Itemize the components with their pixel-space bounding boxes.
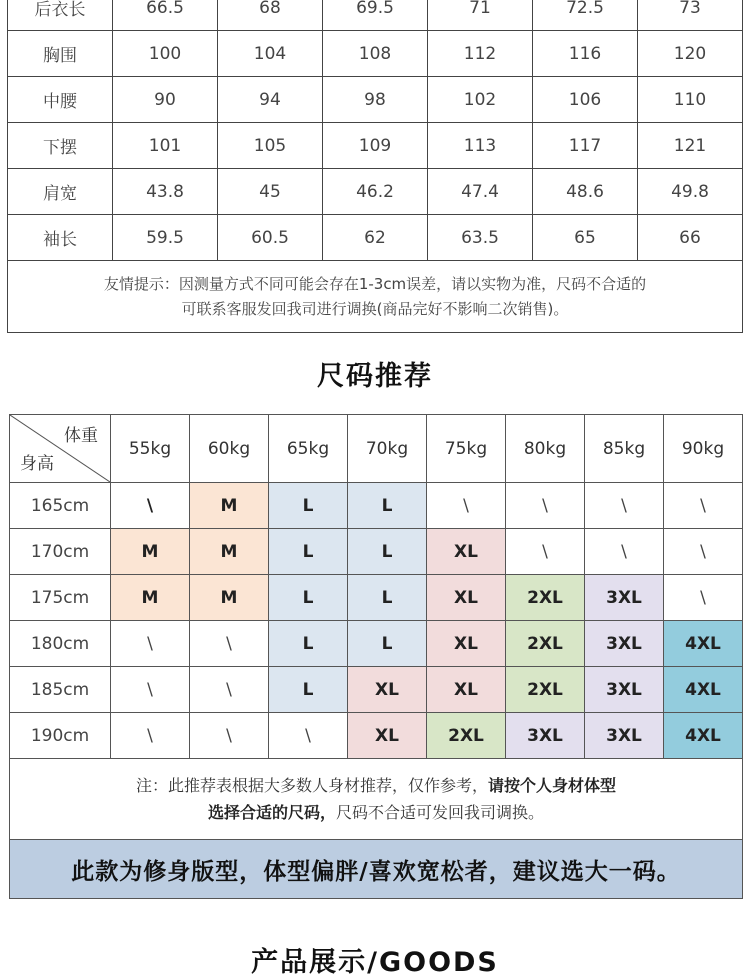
height-label: 180cm: [10, 621, 111, 667]
size-cell: \: [190, 621, 269, 667]
size-cell: \: [111, 667, 190, 713]
measurement-cell: 106: [533, 77, 638, 123]
measurement-cell: 101: [113, 123, 218, 169]
measurement-row-label: 下摆: [8, 123, 113, 169]
size-cell: L: [269, 667, 348, 713]
measurement-cell: 104: [218, 31, 323, 77]
measurement-cell: 117: [533, 123, 638, 169]
measurement-row-label: 袖长: [8, 215, 113, 261]
size-recommend-title: 尺码推荐: [317, 361, 433, 392]
measurement-cell: 59.5: [113, 215, 218, 261]
size-cell: \: [427, 483, 506, 529]
size-cell: L: [348, 621, 427, 667]
measurement-cell: 46.2: [323, 169, 428, 215]
measurement-cell: 94: [218, 77, 323, 123]
height-row: [10, 621, 743, 667]
size-cell: \: [269, 713, 348, 759]
size-cell: XL: [348, 713, 427, 759]
measurement-cell: 112: [428, 31, 533, 77]
measurement-cell: 72.5: [533, 0, 638, 31]
weight-header-cell: 65kg: [269, 415, 348, 483]
size-cell: M: [190, 575, 269, 621]
measurement-note-row: [8, 261, 743, 333]
measurement-cell: 63.5: [428, 215, 533, 261]
measurement-cell: 65: [533, 215, 638, 261]
height-row: [10, 713, 743, 759]
size-cell: 4XL: [664, 621, 743, 667]
recommend-note: [10, 759, 743, 840]
height-label: 165cm: [10, 483, 111, 529]
measurement-note-line2: 可联系客服发回我司进行调换(商品完好不影响二次销售)。: [181, 299, 569, 318]
size-cell: XL: [427, 667, 506, 713]
measurement-cell: 120: [638, 31, 743, 77]
measurement-cell: 68: [218, 0, 323, 31]
measurement-cell: 102: [428, 77, 533, 123]
measurement-note-line1: 友情提示：因测量方式不同可能会存在1-3cm误差，请以实物为准，尺码不合适的: [103, 274, 647, 293]
weight-header-cell: 85kg: [585, 415, 664, 483]
size-cell: L: [269, 621, 348, 667]
size-cell: \: [190, 667, 269, 713]
size-cell: \: [585, 529, 664, 575]
measurement-cell: 66.5: [113, 0, 218, 31]
measurement-cell: 71: [428, 0, 533, 31]
measurement-row: [8, 0, 743, 31]
height-label: 170cm: [10, 529, 111, 575]
measurement-row-label: 中腰: [8, 77, 113, 123]
measurement-cell: 110: [638, 77, 743, 123]
size-cell: 2XL: [427, 713, 506, 759]
size-cell: M: [111, 575, 190, 621]
size-cell: \: [111, 483, 190, 529]
recommend-note-bold2: 选择合适的尺码，: [207, 803, 336, 822]
height-row: [10, 483, 743, 529]
measurement-note: [8, 261, 743, 333]
measurement-row-label: 胸围: [8, 31, 113, 77]
size-cell: M: [190, 483, 269, 529]
size-cell: 3XL: [506, 713, 585, 759]
measurement-table: [7, 0, 743, 333]
height-row: [10, 575, 743, 621]
size-cell: \: [111, 621, 190, 667]
size-cell: 3XL: [585, 667, 664, 713]
measurement-cell: 121: [638, 123, 743, 169]
measurement-cell: 90: [113, 77, 218, 123]
goods-section-title: 产品展示/GOODS: [251, 947, 499, 978]
size-cell: L: [348, 575, 427, 621]
size-cell: \: [664, 529, 743, 575]
measurement-row: [8, 215, 743, 261]
measurement-row: [8, 31, 743, 77]
size-cell: L: [269, 529, 348, 575]
measurement-cell: 47.4: [428, 169, 533, 215]
size-recommend-body: [10, 483, 743, 759]
measurement-cell: 108: [323, 31, 428, 77]
banner-row: [10, 840, 743, 899]
size-cell: XL: [427, 621, 506, 667]
fit-advice-banner: 此款为修身版型，体型偏胖/喜欢宽松者，建议选大一码。: [10, 840, 743, 899]
measurement-cell: 60.5: [218, 215, 323, 261]
weight-header-cell: 75kg: [427, 415, 506, 483]
weight-header-cell: 70kg: [348, 415, 427, 483]
measurement-row-label: 肩宽: [8, 169, 113, 215]
corner-cell: [10, 415, 111, 483]
weight-header-cell: 55kg: [111, 415, 190, 483]
size-recommend-table: [9, 414, 743, 899]
size-cell: \: [506, 483, 585, 529]
size-cell: M: [190, 529, 269, 575]
size-cell: XL: [427, 529, 506, 575]
measurement-row: [8, 123, 743, 169]
measurement-row: [8, 77, 743, 123]
size-cell: 3XL: [585, 575, 664, 621]
size-cell: 3XL: [585, 713, 664, 759]
measurement-cell: 98: [323, 77, 428, 123]
height-label: 185cm: [10, 667, 111, 713]
size-cell: XL: [427, 575, 506, 621]
size-cell: \: [190, 713, 269, 759]
weight-header-cell: 80kg: [506, 415, 585, 483]
measurement-cell: 100: [113, 31, 218, 77]
size-cell: \: [664, 575, 743, 621]
size-cell: L: [348, 529, 427, 575]
measurement-table-body: [8, 0, 743, 261]
size-cell: 3XL: [585, 621, 664, 667]
weight-header-row: [10, 415, 743, 483]
corner-height-label: 身高: [20, 454, 54, 474]
measurement-row-label: 后衣长: [8, 0, 113, 31]
size-cell: 4XL: [664, 713, 743, 759]
size-cell: 2XL: [506, 575, 585, 621]
measurement-cell: 109: [323, 123, 428, 169]
size-cell: XL: [348, 667, 427, 713]
size-cell: L: [348, 483, 427, 529]
measurement-cell: 116: [533, 31, 638, 77]
size-cell: M: [111, 529, 190, 575]
weight-header-cell: 90kg: [664, 415, 743, 483]
size-cell: L: [269, 575, 348, 621]
size-cell: 2XL: [506, 667, 585, 713]
height-label: 175cm: [10, 575, 111, 621]
measurement-cell: 49.8: [638, 169, 743, 215]
measurement-cell: 105: [218, 123, 323, 169]
recommend-note-line2: [10, 799, 742, 826]
measurement-cell: 45: [218, 169, 323, 215]
measurement-cell: 113: [428, 123, 533, 169]
measurement-cell: 66: [638, 215, 743, 261]
size-cell: \: [111, 713, 190, 759]
height-row: [10, 529, 743, 575]
size-cell: \: [664, 483, 743, 529]
height-label: 190cm: [10, 713, 111, 759]
height-row: [10, 667, 743, 713]
measurement-cell: 48.6: [533, 169, 638, 215]
measurement-cell: 73: [638, 0, 743, 31]
size-cell: \: [506, 529, 585, 575]
measurement-cell: 62: [323, 215, 428, 261]
corner-weight-label: 体重: [64, 426, 98, 446]
measurement-cell: 43.8: [113, 169, 218, 215]
size-cell: L: [269, 483, 348, 529]
size-cell: \: [585, 483, 664, 529]
size-cell: 2XL: [506, 621, 585, 667]
recommend-note-row: [10, 759, 743, 840]
size-cell: 4XL: [664, 667, 743, 713]
measurement-cell: 69.5: [323, 0, 428, 31]
measurement-row: [8, 169, 743, 215]
recommend-note-part2: 尺码不合适可发回我司调换。: [336, 803, 545, 822]
recommend-note-part1: 注：此推荐表根据大多数人身材推荐，仅作参考，: [135, 776, 488, 795]
recommend-note-line1: [10, 772, 742, 799]
recommend-note-bold1: 请按个人身材体型: [488, 776, 617, 795]
weight-header-cell: 60kg: [190, 415, 269, 483]
